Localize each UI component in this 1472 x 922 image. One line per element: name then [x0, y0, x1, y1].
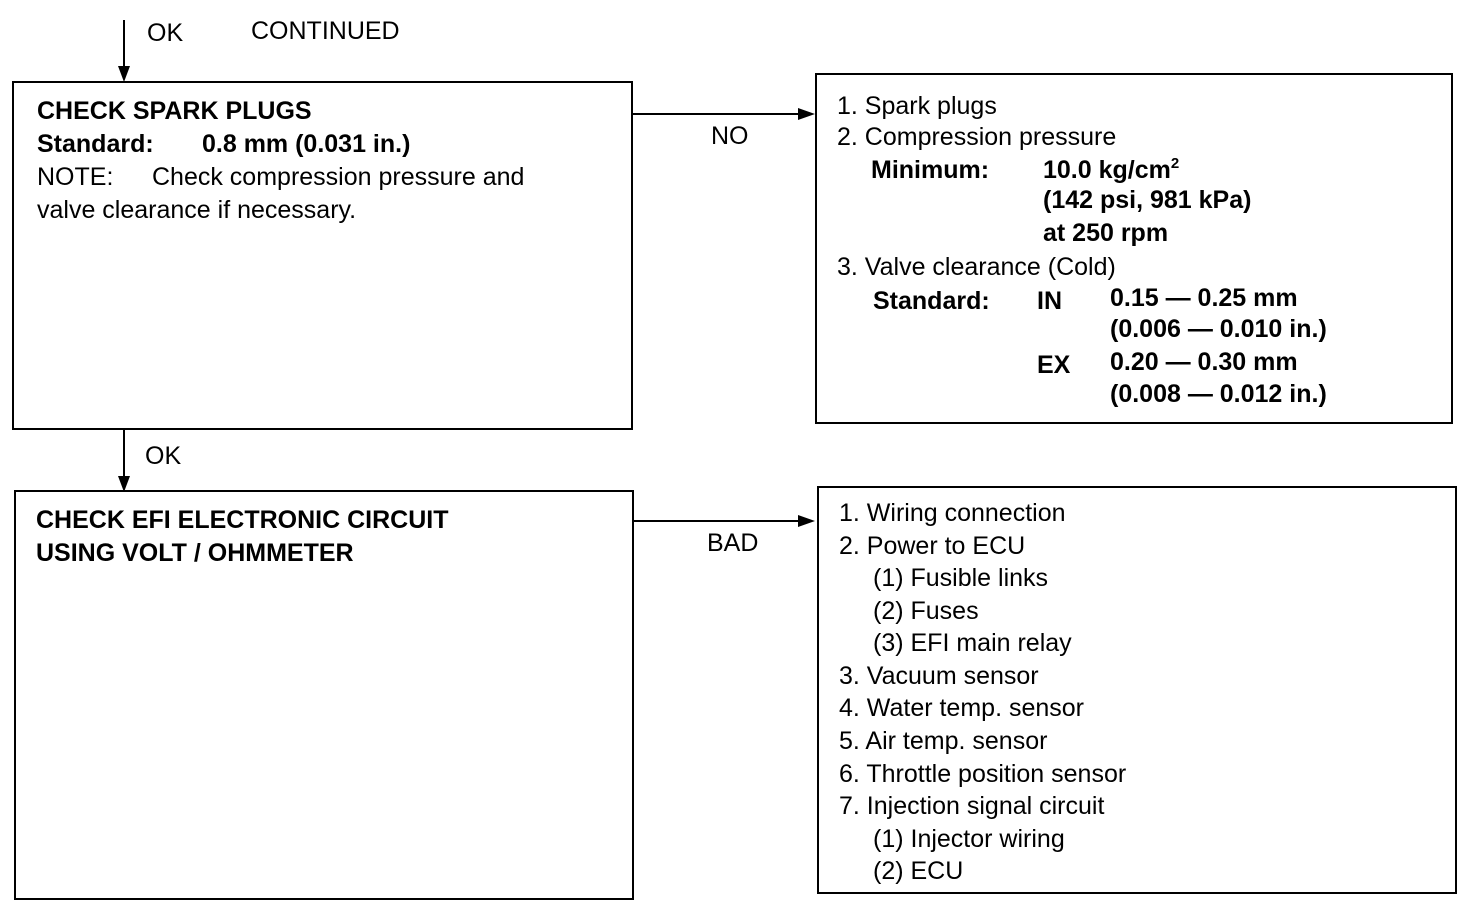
- bad-subitem-ecu: (2) ECU: [873, 857, 964, 885]
- no-item-2: 2. Compression pressure: [837, 123, 1117, 151]
- ok-label-middle: OK: [145, 442, 182, 470]
- no-item-3: 3. Valve clearance (Cold): [837, 253, 1116, 281]
- arrowhead-continued: [118, 66, 130, 82]
- bad-result-box: [817, 486, 1457, 894]
- in-label: IN: [1037, 287, 1062, 315]
- ex-label: EX: [1037, 351, 1071, 379]
- bad-label: BAD: [707, 529, 759, 557]
- minimum-label: Minimum:: [871, 156, 990, 184]
- minimum-line2: (142 psi, 981 kPa): [1043, 186, 1252, 214]
- bad-item-3: 3. Vacuum sensor: [839, 662, 1039, 690]
- ex-value-inches: (0.008 — 0.012 in.): [1110, 380, 1327, 408]
- valve-standard-label: Standard:: [873, 287, 990, 315]
- bad-subitem-efi-main-relay: (3) EFI main relay: [873, 629, 1072, 657]
- check-spark-plugs-box: [12, 81, 633, 430]
- no-result-box: [815, 73, 1453, 424]
- spark-standard-label: Standard:: [37, 130, 154, 158]
- bad-item-2: 2. Power to ECU: [839, 532, 1026, 560]
- continued-label: CONTINUED: [251, 17, 400, 45]
- ex-value: 0.20 — 0.30 mm: [1110, 348, 1298, 376]
- bad-item-4: 4. Water temp. sensor: [839, 694, 1084, 722]
- spark-note-label: NOTE:: [37, 163, 114, 191]
- bad-item-7: 7. Injection signal circuit: [839, 792, 1105, 820]
- spark-plugs-title: CHECK SPARK PLUGS: [37, 97, 312, 125]
- minimum-value: 10.0 $kg/cm^2$: [1043, 155, 1180, 184]
- bad-subitem-injector-wiring: (1) Injector wiring: [873, 825, 1065, 853]
- ok-label-top: OK: [147, 19, 184, 47]
- bad-subitem-fuses: (2) Fuses: [873, 597, 979, 625]
- spark-standard-value: 0.8 mm (0.031 in.): [202, 130, 411, 158]
- spark-note-line1: Check compression pressure and: [152, 163, 525, 191]
- in-value-inches: (0.006 — 0.010 in.): [1110, 315, 1327, 343]
- bad-item-1: 1. Wiring connection: [839, 499, 1066, 527]
- bad-item-6: 6. Throttle position sensor: [839, 760, 1127, 788]
- in-value: 0.15 — 0.25 mm: [1110, 284, 1298, 312]
- check-efi-circuit-box: [14, 490, 634, 900]
- efi-title-line2: USING VOLT / OHMMETER: [36, 539, 354, 567]
- efi-title-line1: CHECK EFI ELECTRONIC CIRCUIT: [36, 506, 449, 534]
- bad-item-5: 5. Air temp. sensor: [839, 727, 1048, 755]
- bad-subitem-fusible-links: (1) Fusible links: [873, 564, 1049, 592]
- spark-note-line2: valve clearance if necessary.: [37, 196, 357, 224]
- no-item-1: 1. Spark plugs: [837, 92, 997, 120]
- minimum-line3: at 250 rpm: [1043, 219, 1169, 247]
- no-label: NO: [711, 122, 749, 150]
- arrowhead-bad: [798, 515, 815, 527]
- arrowhead-no: [798, 108, 815, 120]
